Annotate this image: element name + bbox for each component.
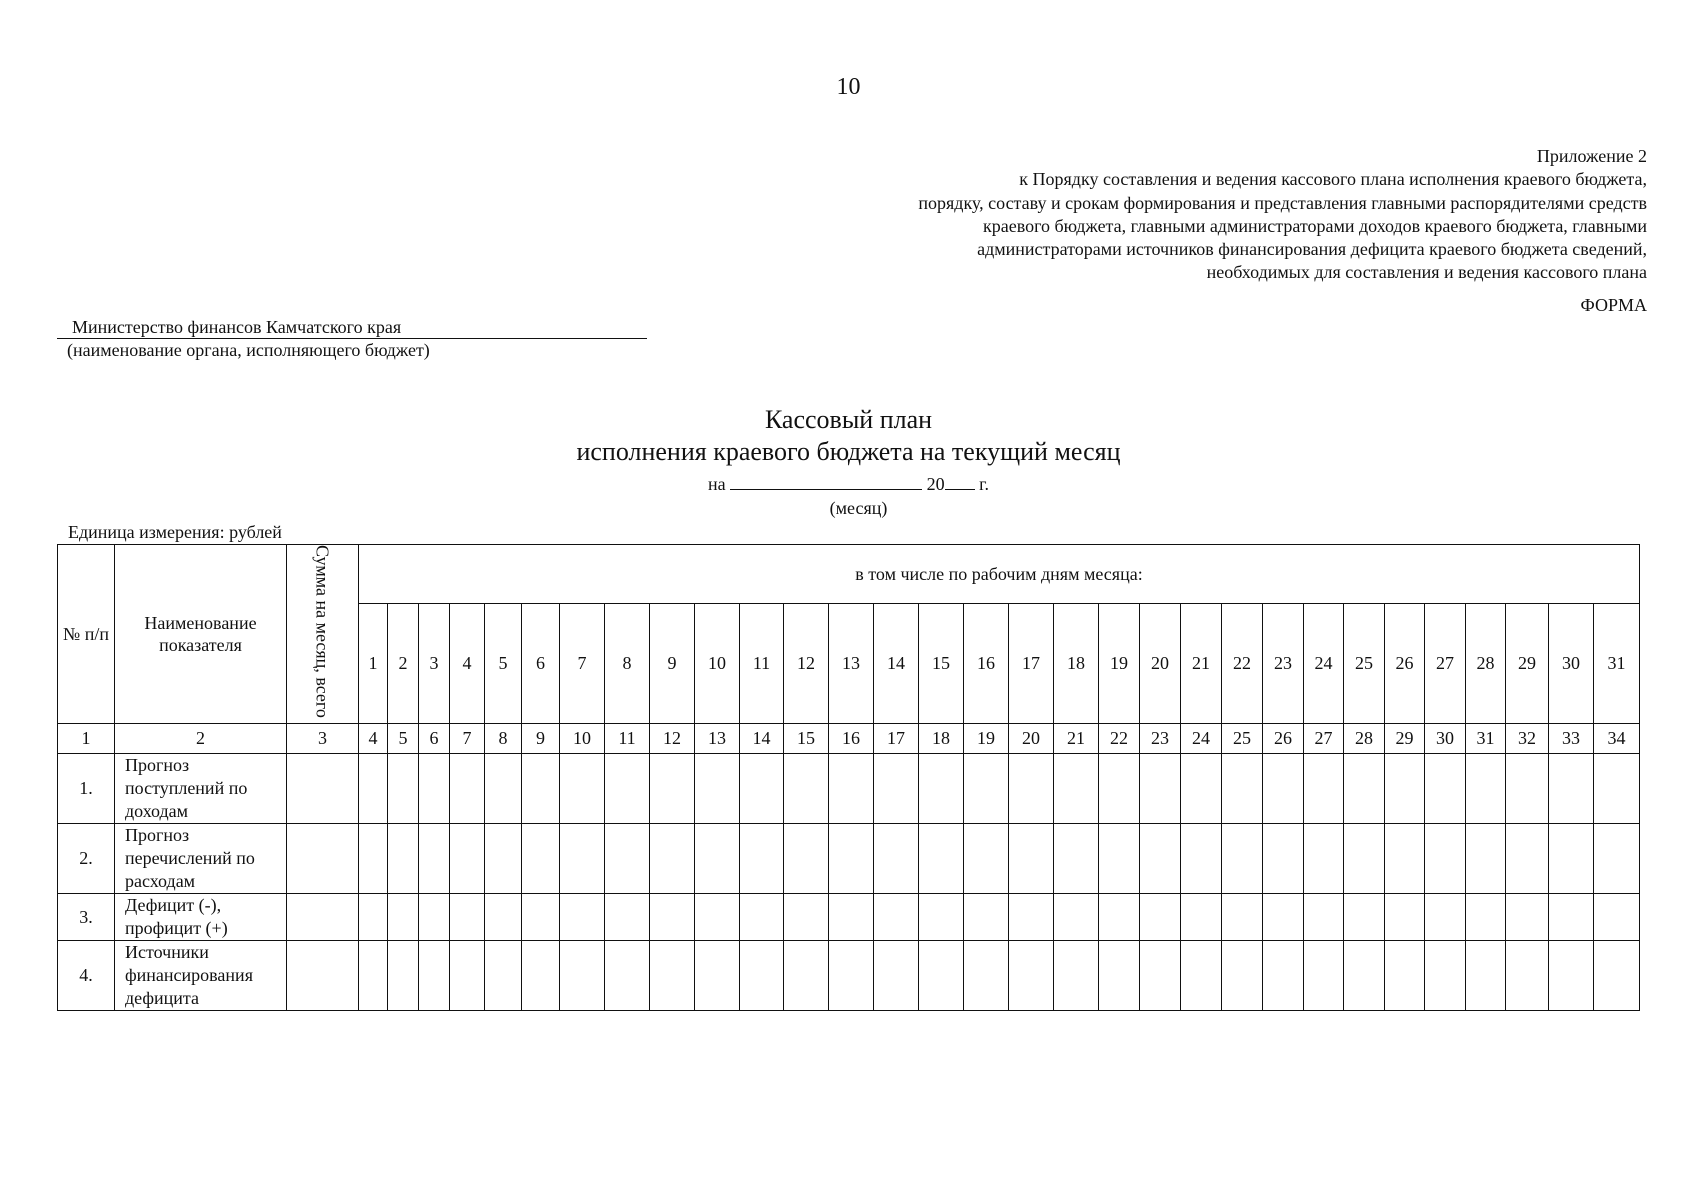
day-value-cell[interactable] [695, 753, 740, 823]
column-number-cell: 13 [695, 723, 740, 753]
day-value-cell[interactable] [964, 823, 1009, 893]
day-value-cell[interactable] [522, 753, 560, 823]
month-caption: (месяц) [829, 498, 888, 518]
day-value-cell[interactable] [1099, 940, 1140, 1010]
day-value-cell[interactable] [419, 893, 450, 940]
day-value-cell[interactable] [388, 940, 419, 1010]
header-day-3: 3 [419, 603, 450, 723]
day-value-cell[interactable] [1549, 940, 1594, 1010]
header-day-25: 25 [1344, 603, 1385, 723]
column-number-cell: 7 [450, 723, 485, 753]
header-day-28: 28 [1466, 603, 1506, 723]
day-value-cell[interactable] [829, 753, 874, 823]
day-value-cell[interactable] [522, 893, 560, 940]
header-day-11: 11 [740, 603, 784, 723]
document-title [0, 404, 1697, 468]
day-value-cell[interactable] [485, 940, 522, 1010]
day-value-cell[interactable] [874, 823, 919, 893]
day-value-cell[interactable] [1263, 753, 1304, 823]
column-number-cell: 26 [1263, 723, 1304, 753]
day-value-cell[interactable] [1385, 940, 1425, 1010]
day-value-cell[interactable] [359, 940, 388, 1010]
column-number-cell: 15 [784, 723, 829, 753]
day-value-cell[interactable] [874, 753, 919, 823]
appendix-line: Приложение 2 [1536, 146, 1647, 166]
month-total-cell[interactable] [287, 753, 359, 823]
day-value-cell[interactable] [874, 940, 919, 1010]
header-day-23: 23 [1263, 603, 1304, 723]
day-value-cell[interactable] [1506, 753, 1549, 823]
day-value-cell[interactable] [740, 823, 784, 893]
header-day-6: 6 [522, 603, 560, 723]
day-value-cell[interactable] [1099, 823, 1140, 893]
header-day-9: 9 [650, 603, 695, 723]
day-value-cell[interactable] [1425, 753, 1466, 823]
day-value-cell[interactable] [359, 823, 388, 893]
day-value-cell[interactable] [388, 753, 419, 823]
header-day-1: 1 [359, 603, 388, 723]
day-value-cell[interactable] [1425, 940, 1466, 1010]
day-value-cell[interactable] [1466, 893, 1506, 940]
day-value-cell[interactable] [1425, 823, 1466, 893]
day-value-cell[interactable] [1222, 893, 1263, 940]
day-value-cell[interactable] [964, 940, 1009, 1010]
title-line-1: Кассовый план [764, 405, 933, 434]
column-number-cell: 4 [359, 723, 388, 753]
header-day-27: 27 [1425, 603, 1466, 723]
day-value-cell[interactable] [650, 940, 695, 1010]
column-number-cell: 10 [560, 723, 605, 753]
column-number-cell: 5 [388, 723, 419, 753]
day-value-cell[interactable] [1181, 940, 1222, 1010]
column-number-cell: 6 [419, 723, 450, 753]
day-value-cell[interactable] [1385, 753, 1425, 823]
day-value-cell[interactable] [695, 940, 740, 1010]
month-blank [730, 472, 922, 490]
day-value-cell[interactable] [695, 893, 740, 940]
day-value-cell[interactable] [388, 893, 419, 940]
column-number-cell: 24 [1181, 723, 1222, 753]
day-value-cell[interactable] [522, 823, 560, 893]
column-number-cell: 9 [522, 723, 560, 753]
day-value-cell[interactable] [605, 823, 650, 893]
day-value-cell[interactable] [1506, 940, 1549, 1010]
title-line-2: исполнения краевого бюджета на текущий месяц [576, 437, 1121, 466]
day-value-cell[interactable] [919, 823, 964, 893]
day-value-cell[interactable] [1344, 893, 1385, 940]
day-value-cell[interactable] [605, 893, 650, 940]
day-value-cell[interactable] [829, 823, 874, 893]
table-row [58, 823, 1684, 893]
appendix-block [918, 145, 1647, 285]
column-number-cell: 34 [1594, 723, 1640, 753]
column-number-cell: 11 [605, 723, 650, 753]
header-day-26: 26 [1385, 603, 1425, 723]
header-day-20: 20 [1140, 603, 1181, 723]
header-day-8: 8 [605, 603, 650, 723]
day-value-cell[interactable] [1304, 893, 1344, 940]
header-day-19: 19 [1099, 603, 1140, 723]
column-number-cell: 29 [1385, 723, 1425, 753]
day-value-cell[interactable] [1054, 823, 1099, 893]
day-value-cell[interactable] [1466, 823, 1506, 893]
day-value-cell[interactable] [1385, 823, 1425, 893]
appendix-line: порядку, составу и срокам формирования и представления главными распорядителями средств [918, 192, 1647, 213]
organization-block [57, 316, 647, 361]
day-value-cell[interactable] [1304, 823, 1344, 893]
day-value-cell[interactable] [1425, 893, 1466, 940]
cash-plan-table [57, 544, 1684, 1011]
appendix-line: к Порядку составления и ведения кассового плана исполнения краевого бюджета, [1019, 169, 1647, 190]
header-day-15: 15 [919, 603, 964, 723]
appendix-line: краевого бюджета, главными администраторами доходов краевого бюджета, главными [982, 215, 1647, 236]
day-value-cell[interactable] [874, 893, 919, 940]
day-value-cell[interactable] [359, 753, 388, 823]
day-value-cell[interactable] [1549, 893, 1594, 940]
day-value-cell[interactable] [450, 940, 485, 1010]
day-value-cell[interactable] [1549, 823, 1594, 893]
day-value-cell[interactable] [919, 893, 964, 940]
year-suffix: г. [979, 474, 989, 494]
column-number-cell: 1 [58, 723, 115, 753]
day-value-cell[interactable] [784, 823, 829, 893]
header-day-14: 14 [874, 603, 919, 723]
row-indicator-name: Дефицит (-), профицит (+) [115, 893, 287, 940]
header-day-16: 16 [964, 603, 1009, 723]
day-value-cell[interactable] [1009, 940, 1054, 1010]
day-value-cell[interactable] [1181, 753, 1222, 823]
header-month-total [287, 545, 359, 724]
day-value-cell[interactable] [1549, 753, 1594, 823]
form-label: ФОРМА [1580, 295, 1647, 315]
day-value-cell[interactable] [1009, 823, 1054, 893]
month-total-cell[interactable] [287, 893, 359, 940]
day-value-cell[interactable] [419, 753, 450, 823]
day-value-cell[interactable] [1140, 940, 1181, 1010]
day-value-cell[interactable] [695, 823, 740, 893]
year-prefix: 20 [926, 474, 945, 494]
table-row [58, 753, 1684, 823]
day-value-cell[interactable] [560, 753, 605, 823]
day-value-cell[interactable] [419, 823, 450, 893]
header-day-5: 5 [485, 603, 522, 723]
organization-name: Министерство финансов Камчатского края [57, 316, 647, 339]
day-value-cell[interactable] [1263, 940, 1304, 1010]
header-indicator-name: Наименование показателя [115, 545, 287, 724]
day-value-cell[interactable] [650, 823, 695, 893]
row-number: 4. [58, 940, 115, 1010]
day-value-cell[interactable] [1140, 753, 1181, 823]
day-value-cell[interactable] [1466, 753, 1506, 823]
header-day-4: 4 [450, 603, 485, 723]
day-value-cell[interactable] [1099, 893, 1140, 940]
date-line [0, 472, 1697, 495]
column-number-cell: 17 [874, 723, 919, 753]
day-value-cell[interactable] [1054, 893, 1099, 940]
day-value-cell[interactable] [829, 893, 874, 940]
day-value-cell[interactable] [1594, 823, 1640, 893]
column-number-cell: 22 [1099, 723, 1140, 753]
header-day-10: 10 [695, 603, 740, 723]
header-day-12: 12 [784, 603, 829, 723]
day-value-cell[interactable] [560, 893, 605, 940]
day-value-cell[interactable] [485, 823, 522, 893]
row-number: 1. [58, 753, 115, 823]
row-indicator-name: Прогноз перечислений по расходам [115, 823, 287, 893]
column-number-cell: 32 [1506, 723, 1549, 753]
day-value-cell[interactable] [1344, 823, 1385, 893]
day-value-cell[interactable] [1506, 893, 1549, 940]
day-value-cell[interactable] [964, 753, 1009, 823]
column-number-cell: 3 [287, 723, 359, 753]
row-number: 2. [58, 823, 115, 893]
day-value-cell[interactable] [485, 893, 522, 940]
column-number-cell: 31 [1466, 723, 1506, 753]
column-number-cell: 33 [1549, 723, 1594, 753]
day-value-cell[interactable] [784, 753, 829, 823]
table-row [58, 893, 1684, 940]
appendix-line: необходимых для составления и ведения кассового плана [1206, 262, 1647, 283]
column-number-cell: 25 [1222, 723, 1263, 753]
header-day-30: 30 [1549, 603, 1594, 723]
day-value-cell[interactable] [1594, 753, 1640, 823]
day-value-cell[interactable] [419, 940, 450, 1010]
units-label: Единица измерения: рублей [68, 522, 282, 542]
day-value-cell[interactable] [829, 940, 874, 1010]
day-value-cell[interactable] [560, 940, 605, 1010]
column-number-cell: 21 [1054, 723, 1099, 753]
day-value-cell[interactable] [740, 753, 784, 823]
appendix-line: администраторами источников финансирования дефицита краевого бюджета сведений, [977, 239, 1647, 260]
page-number: 10 [836, 74, 861, 100]
month-total-cell[interactable] [287, 940, 359, 1010]
day-value-cell[interactable] [1222, 753, 1263, 823]
day-value-cell[interactable] [1304, 940, 1344, 1010]
column-number-cell: 12 [650, 723, 695, 753]
row-indicator-name: Источники финансирования дефицита [115, 940, 287, 1010]
day-value-cell[interactable] [740, 893, 784, 940]
header-day-2: 2 [388, 603, 419, 723]
header-day-22: 22 [1222, 603, 1263, 723]
day-value-cell[interactable] [1054, 753, 1099, 823]
header-day-24: 24 [1304, 603, 1344, 723]
day-value-cell[interactable] [1344, 753, 1385, 823]
day-value-cell[interactable] [919, 940, 964, 1010]
day-value-cell[interactable] [450, 753, 485, 823]
day-value-cell[interactable] [1506, 823, 1549, 893]
day-value-cell[interactable] [1466, 940, 1506, 1010]
day-value-cell[interactable] [784, 893, 829, 940]
header-day-18: 18 [1054, 603, 1099, 723]
column-number-cell: 30 [1425, 723, 1466, 753]
day-value-cell[interactable] [1140, 823, 1181, 893]
day-value-cell[interactable] [650, 893, 695, 940]
organization-caption: (наименование органа, исполняющего бюджет) [67, 340, 430, 360]
day-value-cell[interactable] [1385, 893, 1425, 940]
day-value-cell[interactable] [359, 893, 388, 940]
column-number-cell: 27 [1304, 723, 1344, 753]
day-value-cell[interactable] [388, 823, 419, 893]
day-value-cell[interactable] [1304, 753, 1344, 823]
day-value-cell[interactable] [1594, 940, 1640, 1010]
header-day-17: 17 [1009, 603, 1054, 723]
day-value-cell[interactable] [485, 753, 522, 823]
day-value-cell[interactable] [1054, 940, 1099, 1010]
date-prefix: на [708, 474, 726, 494]
year-blank [945, 472, 975, 490]
column-number-cell: 23 [1140, 723, 1181, 753]
day-value-cell[interactable] [784, 940, 829, 1010]
column-number-cell: 18 [919, 723, 964, 753]
day-value-cell[interactable] [1222, 940, 1263, 1010]
day-value-cell[interactable] [1181, 823, 1222, 893]
day-value-cell[interactable] [605, 940, 650, 1010]
column-number-cell: 2 [115, 723, 287, 753]
day-value-cell[interactable] [1263, 893, 1304, 940]
day-value-cell[interactable] [522, 940, 560, 1010]
header-month-total-label: Сумма на месяц, всего [312, 545, 333, 718]
column-number-cell: 19 [964, 723, 1009, 753]
day-value-cell[interactable] [1099, 753, 1140, 823]
column-number-cell: 20 [1009, 723, 1054, 753]
day-value-cell[interactable] [1344, 940, 1385, 1010]
day-value-cell[interactable] [650, 753, 695, 823]
header-day-7: 7 [560, 603, 605, 723]
day-value-cell[interactable] [1263, 823, 1304, 893]
header-day-13: 13 [829, 603, 874, 723]
row-number: 3. [58, 893, 115, 940]
header-number: № п/п [58, 545, 115, 724]
header-day-29: 29 [1506, 603, 1549, 723]
column-number-cell: 28 [1344, 723, 1385, 753]
table-row [58, 940, 1684, 1010]
day-value-cell[interactable] [450, 823, 485, 893]
month-total-cell[interactable] [287, 823, 359, 893]
header-day-21: 21 [1181, 603, 1222, 723]
row-indicator-name: Прогноз поступлений по доходам [115, 753, 287, 823]
day-value-cell[interactable] [605, 753, 650, 823]
day-value-cell[interactable] [1594, 893, 1640, 940]
day-value-cell[interactable] [1009, 893, 1054, 940]
day-value-cell[interactable] [919, 753, 964, 823]
day-value-cell[interactable] [1009, 753, 1054, 823]
day-value-cell[interactable] [1222, 823, 1263, 893]
day-value-cell[interactable] [1181, 893, 1222, 940]
day-value-cell[interactable] [964, 893, 1009, 940]
header-day-31: 31 [1594, 603, 1640, 723]
day-value-cell[interactable] [450, 893, 485, 940]
column-number-cell: 8 [485, 723, 522, 753]
header-working-days: в том числе по рабочим дням месяца: [359, 545, 1640, 604]
column-number-cell: 14 [740, 723, 784, 753]
day-value-cell[interactable] [560, 823, 605, 893]
day-value-cell[interactable] [1140, 893, 1181, 940]
column-number-cell: 16 [829, 723, 874, 753]
day-value-cell[interactable] [740, 940, 784, 1010]
